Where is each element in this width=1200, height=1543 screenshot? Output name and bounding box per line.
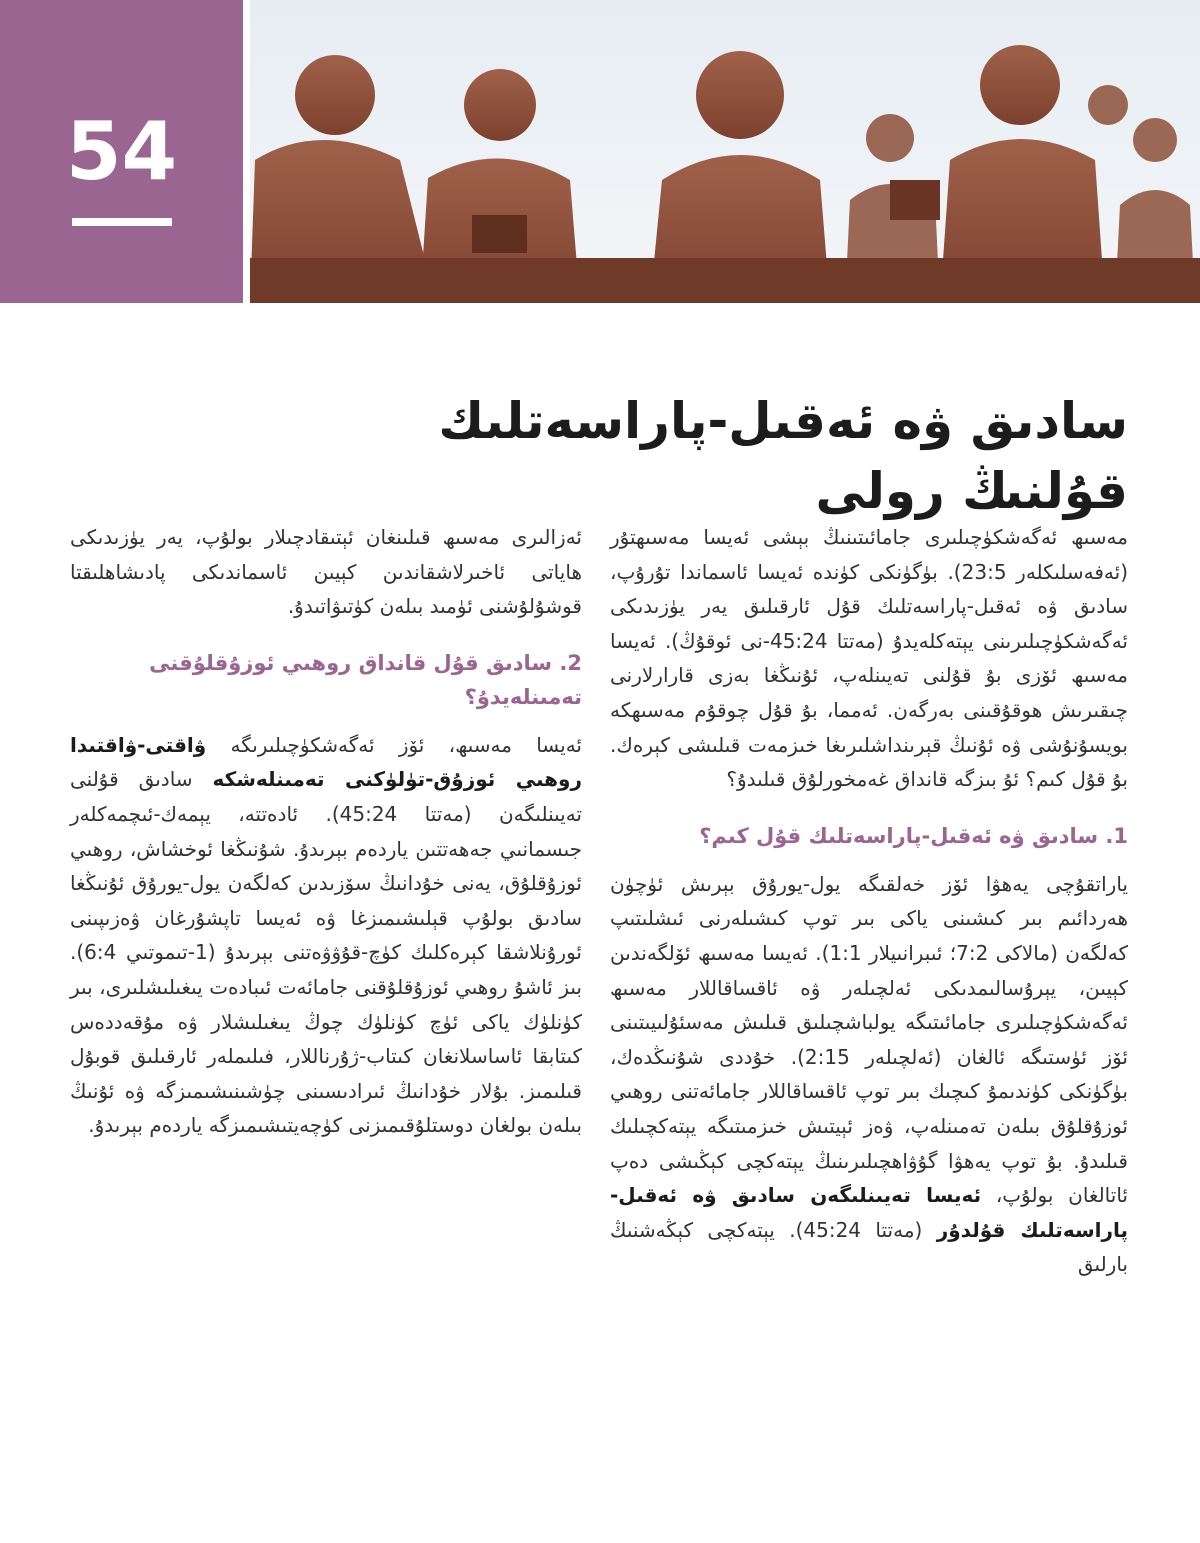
answer-1-highlight: ئەيسا تەيىنلىگەن سادىق ۋە ئەقىل-پاراسەتلىك قۇلدۇر (610, 1183, 1129, 1242)
continued-paragraph: ئەزالىرى مەسىھ قىلىنغان ئېتىقادچىلار بولۇپ، يەر يۈزىدىكى هاياتى ئاخىرلاشقاندىن كېيىن ئاسماندىكى پادىشاهلىقتا قوشۇلۇشنى ئۈمىد بىلەن كۈتىۋاتىدۇ. (70, 525, 582, 619)
question-1-heading: 1. سادىق ۋە ئەقىل-پاراسەتلىك قۇل كىم؟ (699, 823, 1128, 848)
column-left (70, 520, 582, 1143)
chapter-number: 54 (65, 105, 178, 198)
page-title: سادىق ۋە ئەقىل-پاراسەتلىك قۇلنىڭ رولى (438, 391, 1128, 520)
chapter-number-underline (72, 218, 172, 226)
header-illustration (250, 0, 1200, 303)
chapter-number-box (0, 0, 243, 303)
answer-1-paragraph: ياراتقۇچى يەهۋا ئۆز خەلقىگە يول-يورۇق بېرىش ئۈچۈن هەردائىم بىر كىشىنى ياكى بىر توپ كىشىلەرنى ئىشلىتىپ كەلگەن (مالاكى 7:2؛ ئىبرانىيلار 1:1). ئەيسا مەسىھ ئۆلگەندىن كېيىن، يېرۇسالىمدىكى ئەلچىلەر ۋە ئاقساقاللار مەسىھ ئەگەشكۈچىلىرى جامائىتىگە يولباشچىلىق قىلىش مەسئۇلىيىتىنى ئۆز ئۈستىگە ئالغان (ئەلچىلەر 2:15). خۇددى شۇنىڭدەك، بۈگۈنكى كۈندىمۇ كىچىك بىر توپ ئاقساقاللار جامائەتنى روهىي ئوزۇقلۇق بىلەن تەمىنلەپ، ۋەز ئېيتىش خىزمىتىگە يېتەكچىلىك قىلىدۇ. بۇ توپ يەهۋا گۇۋاهچىلىرىنىڭ يېتەكچى كېڭىشى دەپ ئاتالغان بولۇپ، ئەيسا تەيىنلىگەن سادىق ۋە ئەقىل-پاراسەتلىك قۇلدۇر (مەتتا 45:24). يېتەكچى كېڭەشنىڭ بارلىق (610, 871, 1129, 1277)
answer-2-highlight: ۋاقتى-ۋاقتىدا روهىي ئوزۇق-تۈلۈكنى تەمىنلەشكە (70, 732, 582, 792)
intro-paragraph: مەسىھ ئەگەشكۈچىلىرى جامائىتىنىڭ بېشى ئەيسا مەسىھتۇر (ئەفەسلىكلەر 23:5). بۈگۈنكى كۈندە ئەيسا ئاسماندا تۇرۇپ، سادىق ۋە ئەقىل-پاراسەتلىك قۇل ئارقىلىق يەر يۈزىدىكى ئەگەشكۈچىلىرىنى يېتەكلەيدۇ (مەتتا 45:24-نى ئوقۇڭ). ئەيسا مەسىھ ئۆزى بۇ قۇلنى تەيىنلەپ، ئۇنىڭغا بەزى قارارلارنى چىقىرىش هوقۇقىنى بەرگەن. ئەمما، بۇ قۇل چوقۇم مەسىھكە بويسۇنۇشى ۋە ئۇنىڭ قېرىنداشلىرىغا خىزمەت قىلىشى كېرەك. بۇ قۇل كىم؟ ئۇ بىزگە قانداق غەمخورلۇق قىلىدۇ؟ (610, 525, 1128, 792)
answer-2-paragraph: ئەيسا مەسىھ، ئۆز ئەگەشكۈچىلىرىگە ۋاقتى-ۋاقتىدا روهىي ئوزۇق-تۈلۈكنى تەمىنلەشكە سادىق قۇلنى تەيىنلىگەن (مەتتا 45:24). ئادەتتە، يېمەك-ئىچمەكلەر جىسمانىي جەهەتتىن ياردەم بېرىدۇ. شۇنىڭغا ئوخشاش، روهىي ئوزۇقلۇق، يەنى خۇدانىڭ سۆزىدىن كەلگەن يول-يورۇق ئۇنىڭغا سادىق بولۇپ قېلىشىمىزغا ۋە ئەيسا تاپشۇرغان ۋەزىپىنى ئورۇنلاشقا كېرەكلىك كۈچ-قۇۋۋەتنى بېرىدۇ (1-تىموتىي 6:4). بىز ئاشۇ روهىي ئوزۇقلۇقنى جامائەت ئىبادەت يىغىلىشلىرى، بىر كۈنلۈك ياكى ئۈچ كۈنلۈك چوڭ يىغىلىشلار ۋە مۇقەددەس كىتابقا ئاساسلانغان كىتاب-ژۇرناللار، فىلىملەر ئارقىلىق قوبۇل قىلىمىز. بۇلار خۇدانىڭ ئىرادىسىنى چۈشىنىشىمىزگە ۋە ئۇنىڭ بىلەن بولغان دوستلۇقىمىزنى كۈچەيتىشىمىزگە ياردەم بېرىدۇ. (70, 732, 582, 1138)
question-2-heading: 2. سادىق قۇل قانداق روهىي ئوزۇقلۇقنى تەمىنلەيدۇ؟ (149, 650, 582, 709)
column-right (610, 520, 1128, 1282)
